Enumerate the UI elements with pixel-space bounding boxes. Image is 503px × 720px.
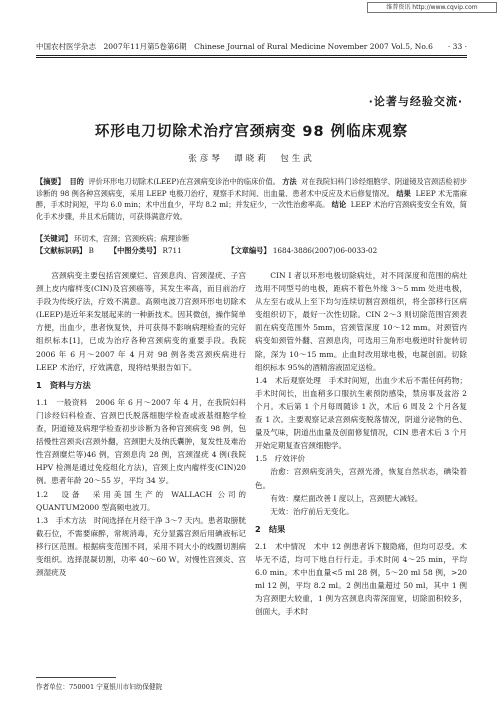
- method-text: 对在我院妇科门诊经细胞学、阴道镜及宫颈活检初步诊断的 98 例各种宫颈病变，采用 LEEP 电极刀治疗，观察手术时间、出血量、患者术中反应及术后修复情况。: [36, 177, 467, 198]
- postop-care-paragraph: 1.4 术后观察处理 手术时间短，出血少术后不需任何药物；手术时间长，出血稍多口服抗生素预防感染，禁房事及盆浴 2 个月。术后第 1 个月每周随诊 1 次，术后 6 周及 2 个月各复查 1 次。主要观察记录宫颈病变脱落情况，阴道分泌物的色、量及气味，阴道出血量及创面修复情况，CIN 患者术后 3 个月开始定期复查宫颈细胞学。: [255, 375, 467, 451]
- heading-results: 2 结果: [255, 523, 286, 534]
- objective-label: 目的: [69, 177, 84, 186]
- keywords-label: 【关键词】: [36, 234, 72, 243]
- author-affiliation: 作者单位：750001 宁夏银川市妇幼保健院: [36, 683, 163, 691]
- objective-text: 评价环形电刀切除术(LEEP)在宫颈病变诊治中的临床价值。: [88, 177, 280, 186]
- classification-row: [36, 245, 467, 256]
- criteria-ineffective: 无效：治疗前后无变化。: [270, 506, 354, 516]
- keywords-row: [36, 233, 467, 244]
- right-column: [255, 269, 467, 618]
- article-title: 环形电刀切除术治疗宫颈病变 98 例临床观察: [94, 124, 409, 140]
- doc-code-value: B: [88, 246, 94, 255]
- article-number-label: 【文章编号】: [227, 246, 271, 255]
- method-label: 方法: [282, 177, 297, 186]
- clc-value: R711: [162, 246, 182, 255]
- abstract: [36, 176, 467, 222]
- efficacy-heading: 1.5 疗效评价: [255, 454, 306, 464]
- method-continued-paragraph: CIN I 者以环形电极切除病灶，对不同深度和范围的病灶选用不同型号的电极，距病不着色外缘 3～5 mm 处进电极，从左至右或从上至下均匀连续切割宫颈组织，将全部移行区病变组织切下，最好一次性切除。CIN 2～3 则切除范围宫颈表面在病变范围外 5mm，宫颈管深度 10～12 mm。对颈管内病变如颈管外翻、宫颈息肉，可选用三角形电极逆时针旋转切除，深为 10～15 mm。止血时改用球电极，电凝创面。切除组织标本 95%的酒精溶液固定送检。: [255, 271, 467, 372]
- criteria-cured: 治愈：宫颈病变消失，宫颈光滑，恢复自然状态，碘染着色。: [255, 467, 467, 490]
- general-data-paragraph: 1.1 一般资料 2006 年 6 月～2007 年 4 月，在我院妇科门诊经妇科检查、宫颈巴氏脱落细胞学检查或液基细胞学检查，阴道镜及病理学检查初步诊断为各种宫颈病变 98 例，包括慢性宫颈炎(宫颈外翻，宫颈肥大及纳氏囊肿，复发性及难治性宫颈糜烂等)46 例，宫颈息肉 28 例，宫颈湿疣 4 例(我院 HPV 检测是通过免疫组化方法)，宫颈上皮内瘤样变(CIN)20 例。患者年龄 20～55 岁，平均 34 岁。: [36, 397, 246, 486]
- conclusion-label: 结论: [331, 200, 347, 209]
- equipment-paragraph: 1.2 设备 采用美国生产的 WALLACH 公司的 QUANTUM2000 型高频电波刀。: [36, 489, 246, 512]
- conclusion-text: LEEP 术治疗宫颈病变安全有效，简化手术步骤，并且术后随访，可获得满意疗效。: [36, 200, 467, 221]
- clc-label: 【中图分类号】: [109, 246, 161, 255]
- heading-materials-methods: 1 资料与方法: [36, 379, 91, 390]
- criteria-effective: 有效：糜烂面改善 I 度以上，宫颈肥大减轻。: [270, 493, 423, 503]
- header-rule: [36, 55, 467, 56]
- watermark: 维普资讯 http://www.cqvip.com: [367, 2, 497, 13]
- page-number: · 33 ·: [447, 42, 467, 51]
- author-list: 张彦琴 谭晓莉 包生武: [188, 154, 315, 164]
- section-label: ·论著与经验交流·: [368, 95, 463, 108]
- abstract-label: 【摘要】: [36, 177, 65, 186]
- surgical-method-paragraph: 1.3 手术方法 时间选择在月经干净 3～7 天内。患者取膀胱截石位，不需要麻醉，常规消毒，充分显露宫颈后用碘液标记移行区范围。根据病变范围不同，采用不同大小的线圈切割病变组织。选择混凝切割，功率 40～60 W。对慢性宫颈炎、宫颈湿疣及: [36, 515, 246, 578]
- keywords-value: 环切术，宫颈；宫颈疾病；病理诊断: [74, 234, 190, 243]
- intraop-paragraph: 2.1 术中情况 术中 12 例患者诉下腹隐痛，但均可忍受。术毕无不适，均可下地自行行走。手术时间 4～25 min，平均 6.0 min。术中出血量<5 ml 28 例，5～20 ml 58 例，>20 ml 12 例，平均 8.2 ml。2 例出血量超过 50 ml，其中 1 例为宫颈肥大较重，1 例为宫颈息肉蒂深面宽，切除面积较多，创面大，手术时: [255, 541, 467, 617]
- left-column: [36, 269, 246, 579]
- article-number-value: 1684-3886(2007)06-0033-02: [272, 246, 378, 255]
- result-label: 结果: [396, 188, 411, 198]
- header-rule-secondary: [36, 57, 467, 58]
- running-header: [36, 42, 467, 52]
- journal-citation: 中国农村医学杂志 2007年11月第5卷第6期 Chinese Journal of Rural Medicine November 2007 Vol.5, No.6: [36, 42, 433, 51]
- footnote-rule: [36, 677, 116, 678]
- result-text: LEEP 术无需麻醉，手术时间短，平均 6.0 min；术中出血少，平均 8.2 ml；并发症少，一次性治愈率高。: [36, 188, 467, 209]
- doc-code-label: 【文献标识码】: [36, 246, 87, 255]
- intro-paragraph: 宫颈病变主要包括宫颈糜烂、宫颈息肉、宫颈湿疣、子宫颈上皮内瘤样变(CIN)及宫颈癌等，其发生率高，而目前治疗手段为传统疗法，疗效不满意。高频电波刀宫颈环形电切除术(LEEP)是近年来发展起来的一种新技术。因其微创，操作简单方便，出血少，患者恢复快，并可获得不影响病理检查的完好组织标本[1]，已成为治疗各种宫颈病变的重要手段。我院 2006 年 6 月～2007 年 4 月对 98 例各类宫颈疾病进行 LEEP 术治疗，疗效满意，现将结果报告如下。: [36, 271, 246, 372]
